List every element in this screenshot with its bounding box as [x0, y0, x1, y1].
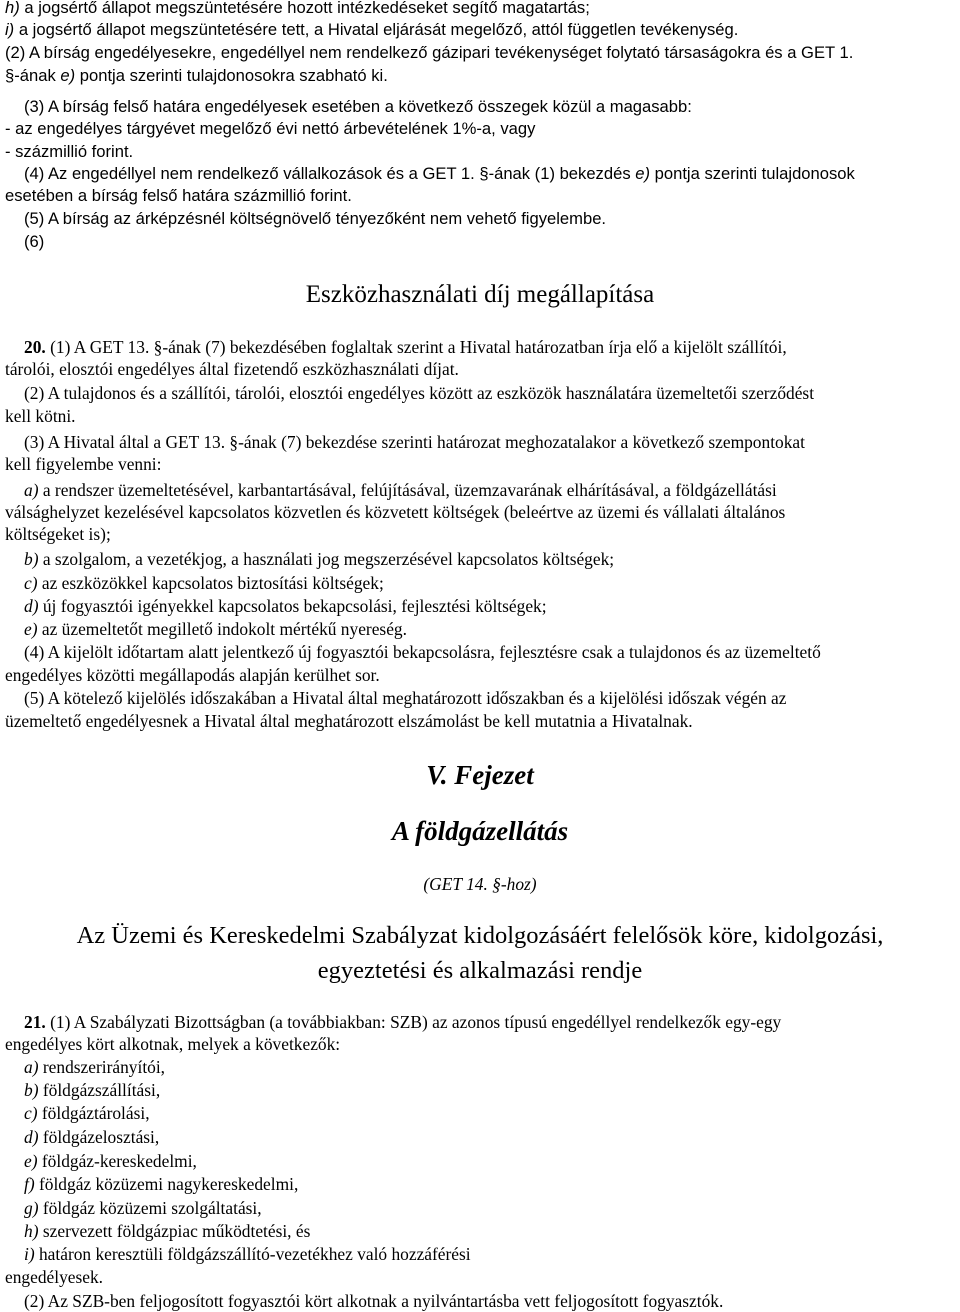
text-span: rendszerirányítói, — [42, 1057, 166, 1077]
section-heading-line-1: Az Üzemi és Kereskedelmi Szabályzat kidolgozásáért felelősök köre, kidolgozási, — [76, 922, 884, 949]
paragraph-number: 21. — [24, 1012, 46, 1032]
text-span: §-ának — [5, 66, 56, 85]
text-line: - százmillió forint. — [5, 142, 134, 161]
list-marker: e) — [24, 1151, 38, 1171]
text-line: engedélyes kört alkotnak, melyek a következők: — [5, 1034, 341, 1054]
list-marker: a) — [24, 480, 39, 500]
text-span: (1) A GET 13. §-ának (7) bekezdésében foglaltak szerint a Hivatal határozatban írja elő a kijelölt szállítói, — [50, 337, 787, 357]
text-span: földgáz közüzemi szolgáltatási, — [42, 1198, 262, 1218]
text-span: a jogsértő állapot megszüntetésére hozott intézkedéseket segítő magatartás; — [24, 0, 590, 17]
paragraph-number: 20. — [24, 337, 46, 357]
list-marker: g) — [24, 1198, 39, 1218]
list-item — [24, 1243, 958, 1265]
text-span: a szolgalom, a vezetékjog, a használati jog megszerzésével kapcsolatos költségek; — [42, 549, 615, 569]
text-span: (1) A Szabályzati Bizottságban (a továbbiakban: SZB) az azonos típusú engedéllyel rendelkezők egy-egy — [50, 1012, 782, 1032]
text-span: (4) Az engedéllyel nem rendelkező vállalkozások és a GET 1. §-ának (1) bekezdés — [24, 164, 631, 183]
text-line: költségeket is); — [5, 524, 111, 544]
text-line: (5) A bírság az árképzésnél költségnövelő tényezőként nem vehető figyelembe. — [24, 209, 607, 228]
text-span: földgáz-kereskedelmi, — [41, 1151, 197, 1171]
text-line: (2) Az SZB-ben feljogosított fogyasztói kört alkotnak a nyilvántartásba vett feljogosított fogyasztók. — [24, 1291, 724, 1311]
list-marker: e) — [24, 619, 38, 639]
text-line: (2) A bírság engedélyesekre, engedéllyel nem rendelkező gázipari tevékenységet folytató társaságokra és a GET 1. — [5, 43, 854, 62]
text-line: (5) A kötelező kijelölés időszakában a Hivatal által meghatározott időszakban és a kijelölési időszak végén az — [24, 688, 787, 708]
text-span: az üzemeltetőt megillető indokolt mértékű nyereség. — [41, 619, 407, 639]
text-line — [24, 336, 958, 358]
list-item — [24, 1173, 958, 1195]
text-line: (3) A bírság felső határa engedélyesek esetében a következő összegek közül a magasabb: — [24, 97, 692, 116]
text-line: engedélyesek. — [5, 1267, 104, 1287]
list-marker: i) — [24, 1244, 35, 1264]
text-line — [24, 479, 958, 501]
text-span: földgáztárolási, — [41, 1103, 150, 1123]
text-span: földgáz közüzemi nagykereskedelmi, — [38, 1174, 299, 1194]
chapter-reference: (GET 14. §-hoz) — [423, 874, 537, 894]
list-marker: c) — [24, 573, 38, 593]
text-line — [24, 548, 958, 570]
text-line — [5, 65, 958, 87]
text-line: (3) A Hivatal által a GET 13. §-ának (7) bekezdése szerinti határozat meghozatalakor a következő szempontokat — [24, 432, 805, 452]
list-item — [24, 1102, 958, 1124]
text-line: tárolói, elosztói engedélyes által fizetendő eszközhasználati díjat. — [5, 359, 459, 379]
text-line — [24, 163, 958, 185]
chapter-title: A földgázellátás — [391, 816, 569, 846]
text-line — [24, 572, 958, 594]
list-marker: d) — [24, 596, 39, 616]
list-marker: f) — [24, 1174, 35, 1194]
section-heading: Eszközhasználati díj megállapítása — [305, 281, 655, 308]
list-item — [24, 1220, 958, 1242]
text-line — [5, 0, 958, 19]
text-line: válsághelyzet kezelésével kapcsolatos közvetlen és közvetett költségek (beleértve az üzemi és vállalati általános — [5, 502, 786, 522]
text-line: kell kötni. — [5, 406, 76, 426]
text-line — [24, 1011, 958, 1033]
list-marker: b) — [24, 1080, 39, 1100]
text-line: (6) — [24, 232, 45, 251]
list-marker: h) — [5, 0, 20, 17]
text-span: földgázszállítási, — [42, 1080, 161, 1100]
text-line: esetében a bírság felső határa százmillió forint. — [5, 186, 352, 205]
text-line: kell figyelembe venni: — [5, 454, 162, 474]
text-span: pontja szerinti tulajdonosokra szabható ki. — [79, 66, 388, 85]
text-line — [24, 618, 958, 640]
text-line: engedélyes közötti megállapodás alapján kerülhet sor. — [5, 665, 380, 685]
text-span: új fogyasztói igényekkel kapcsolatos bekapcsolási, fejlesztési költségek; — [42, 596, 547, 616]
list-marker: a) — [24, 1057, 39, 1077]
text-span: az eszközökkel kapcsolatos biztosítási költségek; — [41, 573, 384, 593]
text-span: a jogsértő állapot megszüntetésére tett, a Hivatal eljárását megelőző, attól független tevékenység. — [18, 20, 739, 39]
text-span: pontja szerinti tulajdonosok — [654, 164, 855, 183]
text-line: - az engedélyes tárgyévet megelőző évi nettó árbevételének 1%-a, vagy — [5, 119, 536, 138]
text-line — [5, 19, 958, 41]
text-line: (2) A tulajdonos és a szállítói, tárolói, elosztói engedélyes között az eszközök használatára üzemeltetői szerződést — [24, 383, 815, 403]
list-item — [24, 1150, 958, 1172]
text-line — [24, 595, 958, 617]
chapter-number: V. Fejezet — [426, 760, 534, 790]
list-marker: h) — [24, 1221, 39, 1241]
list-item — [24, 1079, 958, 1101]
text-span: szervezett földgázpiac működtetési, és — [42, 1221, 311, 1241]
text-span: határon keresztüli földgázszállító-vezetékhez való hozzáférési — [38, 1244, 471, 1264]
list-item — [24, 1126, 958, 1148]
list-marker: e) — [60, 66, 76, 85]
section-heading-line-2: egyeztetési és alkalmazási rendje — [317, 957, 643, 984]
list-marker: c) — [24, 1103, 38, 1123]
list-marker: i) — [5, 20, 15, 39]
text-span: földgázelosztási, — [42, 1127, 160, 1147]
list-item — [24, 1197, 958, 1219]
list-item — [24, 1056, 958, 1078]
text-line: üzemeltető engedélyesnek a Hivatal által meghatározott elszámolást be kell mutatnia a Hivatalnak. — [5, 711, 693, 731]
list-marker: e) — [635, 164, 651, 183]
text-line: (4) A kijelölt időtartam alatt jelentkező új fogyasztói bekapcsolásra, fejlesztésre csak a tulajdonos és az üzemeltető — [24, 642, 821, 662]
list-marker: b) — [24, 549, 39, 569]
list-marker: d) — [24, 1127, 39, 1147]
text-span: a rendszer üzemeltetésével, karbantartásával, felújításával, üzemzavarának elhárításával, a földgázellátási — [42, 480, 777, 500]
